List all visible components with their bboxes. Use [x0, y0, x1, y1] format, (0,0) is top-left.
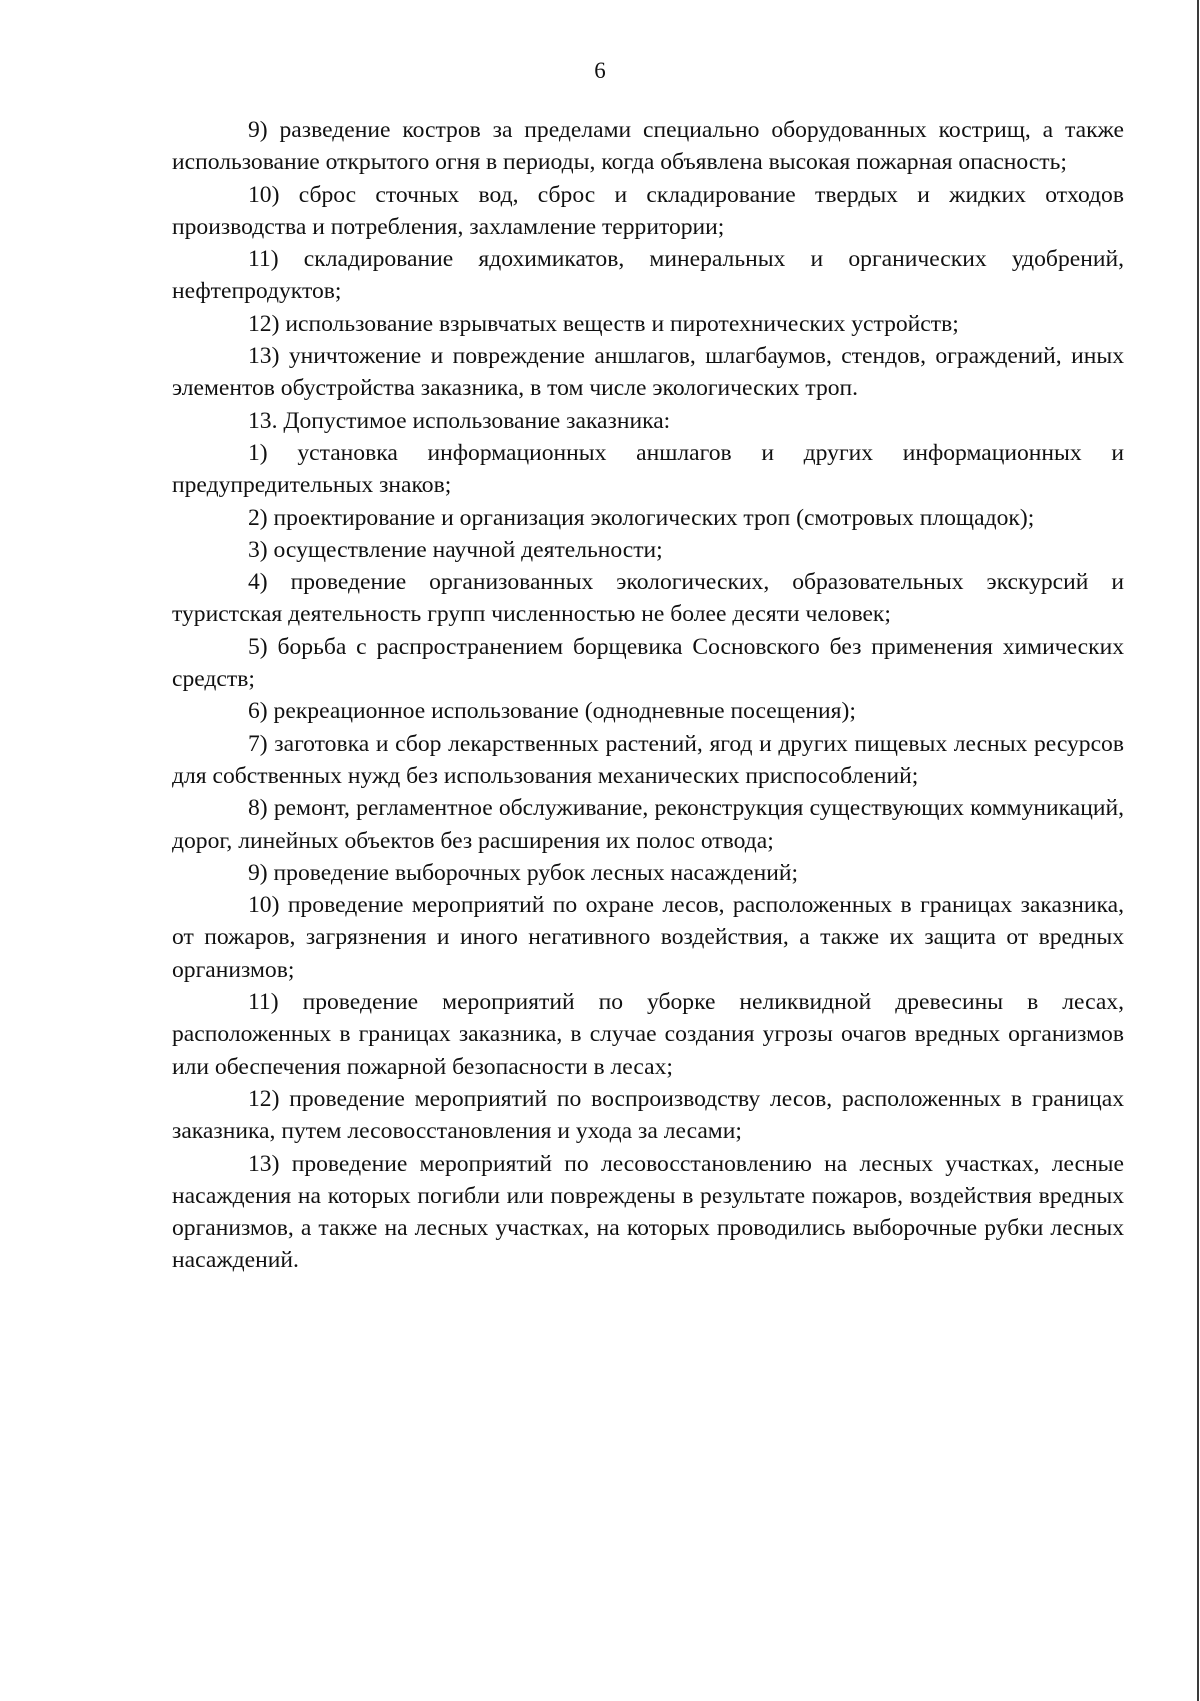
paragraph-permitted-1: 1) установка информационных аншлагов и других информационных и предупредительных знаков;	[172, 439, 1124, 499]
page-number: 6	[594, 58, 606, 83]
paragraph-permitted-6: 6) рекреационное использование (однодневные посещения);	[248, 698, 856, 725]
paragraph-prohibited-9: 9) разведение костров за пределами специально оборудованных кострищ, а также использование открытого огня в периоды, когда объявлена высокая пожарная опасность;	[172, 117, 1124, 176]
document-body	[172, 114, 1124, 1277]
paragraph-permitted-8: 8) ремонт, регламентное обслуживание, реконструкция существующих коммуникаций, дорог, линейных объектов без расширения их полос отвода;	[172, 795, 1124, 854]
paragraph-permitted-12: 12) проведение мероприятий по воспроизводству лесов, расположенных в границах заказника, путем лесовосстановления и ухода за лесами;	[172, 1085, 1124, 1145]
section-heading-permitted-use: 13. Допустимое использование заказника:	[248, 407, 671, 434]
paragraph-prohibited-12: 12) использование взрывчатых веществ и пиротехнических устройств;	[248, 310, 959, 337]
paragraph-permitted-9: 9) проведение выборочных рубок лесных насаждений;	[248, 859, 799, 886]
paragraph-permitted-4: 4) проведение организованных экологических, образовательных экскурсий и туристская деятельность групп численностью не более десяти человек;	[172, 569, 1124, 628]
paragraph-permitted-11: 11) проведение мероприятий по уборке неликвидной древесины в лесах, расположенных в границах заказника, в случае создания угрозы очагов вредных организмов или обеспечения пожарной безопасности в лесах;	[172, 989, 1124, 1080]
paragraph-permitted-3: 3) осуществление научной деятельности;	[248, 536, 663, 563]
paragraph-permitted-7: 7) заготовка и сбор лекарственных растений, ягод и других пищевых лесных ресурсов для собственных нужд без использования механических приспособлений;	[172, 730, 1124, 789]
paragraph-permitted-5: 5) борьба с распространением борщевика Сосновского без применения химических средств;	[172, 633, 1124, 693]
paragraph-permitted-10: 10) проведение мероприятий по охране лесов, расположенных в границах заказника, от пожаров, загрязнения и иного негативного воздействия, а также их защита от вредных организмов;	[172, 892, 1124, 983]
paragraph-permitted-2: 2) проектирование и организация экологических троп (смотровых площадок);	[248, 504, 1035, 531]
scan-edge-line	[1197, 0, 1199, 1701]
paragraph-prohibited-11: 11) складирование ядохимикатов, минеральных и органических удобрений, нефтепродуктов;	[172, 246, 1124, 305]
paragraph-prohibited-13: 13) уничтожение и повреждение аншлагов, шлагбаумов, стендов, ограждений, иных элементов обустройства заказника, в том числе экологических троп.	[172, 343, 1124, 402]
paragraph-prohibited-10: 10) сброс сточных вод, сброс и складирование твердых и жидких отходов производства и потребления, захламление территории;	[172, 181, 1124, 240]
paragraph-permitted-13: 13) проведение мероприятий по лесовосстановлению на лесных участках, лесные насаждения на которых погибли или повреждены в результате пожаров, воздействия вредных организмов, а также на лесных участках, на которых проводились выборочные рубки лесных насаждений.	[172, 1150, 1124, 1274]
